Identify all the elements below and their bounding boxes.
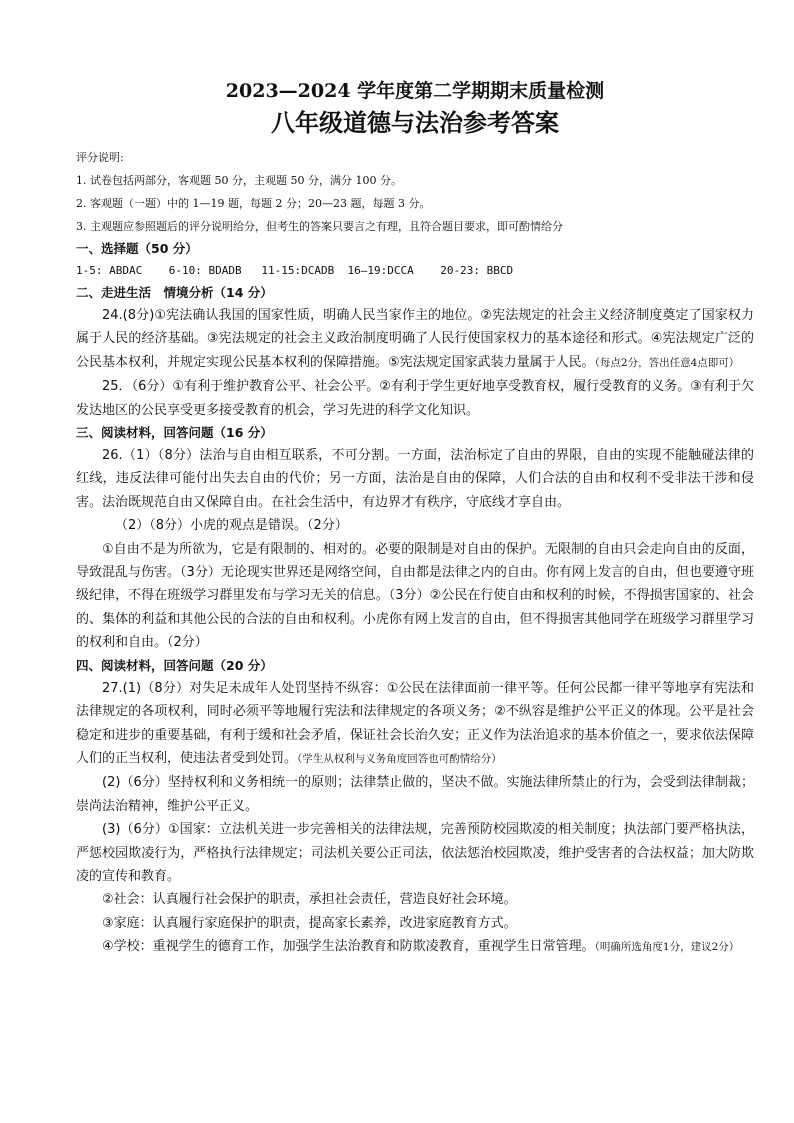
question-27-part-2: (2)（6分）坚持权利和义务相统一的原则；法律禁止做的，坚决不做。实施法律所禁止的行为，会受到法律制裁；崇尚法治精神，维护公平正义。 [76,775,754,814]
scoring-item-2: 2. 客观题（一题）中的 1—19 题，每题 2 分；20—23 题，每题 3 分。 [76,197,431,210]
question-27-part-3-family: ③家庭：认真履行家庭保护的职责，提高家长素养，改进家庭教育方式。 [102,915,517,931]
section-heading-4: 四、阅读材料，回答问题（20 分） [76,657,273,673]
q27-p6-text: ④学校：重视学生的德育工作，加强学生法治教育和防欺凌教育，重视学生日常管理。 [102,939,595,955]
question-27-part-3-society: ②社会：认真履行社会保护的职责，承担社会责任，营造良好社会环境。 [102,892,517,908]
q24-text: 24.(8分)①宪法确认我国的国家性质，明确人民当家作主的地位。②宪法规定的社会主义经济制度奠定了国家权力属于人民的经济基础。③宪法规定的社会主义政治制度明确了人民行使国家权力的基本途径和形式。④宪法规定广泛的公民基本权利，并规定实现公民基本权利的保障措施。⑤宪法规定国家武装力量属于人民。 [76,308,754,370]
section-heading-2: 二、走进生活 情境分析（14 分） [76,285,273,300]
question-26-part-2-detail: ①自由不是为所欲为，它是有限制的、相对的。必要的限制是对自由的保护。无限制的自由只会走向自由的反面，导致混乱与伤害。（3分）无论现实世界还是网络空间，自由都是法律之内的自由。你有网上发言的自由，但也要遵守班级纪律，不得在班级学习群里发布与学习无关的信息。（3分）②公民在行使自由和权利的时候，不得损害国家的、社会的、集体的利益和其他公民的合法的自由和权利。小虎你有网上发言的自由，但不得损害其他同学在班级学习群里学习的权利和自由。（2分） [76,541,754,651]
section-heading-3: 三、阅读材料，回答问题（16 分） [76,425,273,441]
q24-note: （每点2分，答出任意4点即可） [594,356,740,369]
scoring-heading: 评分说明: [76,151,124,164]
scoring-item-1: 1. 试卷包括两部分，客观题 50 分，主观题 50 分，满分 100 分。 [76,174,402,187]
question-27-part-1 [76,677,754,772]
question-25-answer: 25．（6分）①有利于维护教育公平、社会公平。②有利于学生更好地享受教育权，履行受教育的义务。③有利于欠发达地区的公民享受更多接受教育的机会，学习先进的科学文化知识。 [76,379,754,418]
scoring-item-3: 3. 主观题应参照题后的评分说明给分，但考生的答案只要言之有理，且符合题目要求，即可酌情给分 [76,220,563,233]
question-26-part-1: 26.（1）（8分）法治与自由相互联系，不可分割。一方面，法治标定了自由的界限，自由的实现不能触碰法律的红线，违反法律可能付出失去自由的代价；另一方面，法治是自由的保障，人们合法的自由和权利不受非法干涉和侵害。法治既规范自由又保障自由。在社会生活中，有边界才有秩序，守底线才享自由。 [76,448,754,510]
q27-p6-note: （明确所选角度1分，建议2分） [594,941,740,954]
question-26-part-2: （2）（8分）小虎的观点是错误。（2分） [115,518,348,534]
section-heading-1: 一、选择题（50 分） [76,241,198,256]
question-27-part-3: (3)（6分）①国家：立法机关进一步完善相关的法律法规，完善预防校园欺凌的相关制度；执法部门要严格执法，严惩校园欺凌行为，严格执行法律规定；司法机关要公正司法，依法惩治校园欺凌，维护受害者的合法权益；加大防欺凌的宣传和教育。 [76,822,754,884]
exam-title: 2023—2024 学年度第二学期期末质量检测 [225,80,605,102]
question-27-part-3-school [76,935,754,959]
document-subtitle: 八年级道德与法治参考答案 [271,109,559,137]
q27-p1-text: 27.(1)（8分）对失足未成年人处罚坚持不纵容：①公民在法律面前一律平等。任何公民都一律平等地享有宪法和法律规定的各项权利，同时必须平等地履行宪法和法律规定的各项义务；②不纵容是维护公平正义的体现。公平是社会稳定和进步的重要基础，有利于缓和社会矛盾，保证社会长治久安；正义作为法治追求的基本价值之一，要求依法保障人们的正当权利，使违法者受到处罚。 [76,680,754,766]
q27-p1-note: （学生从权利与义务角度回答也可酌情给分） [297,752,502,765]
question-24-answer [76,304,754,375]
choice-answers: 1-5: ABDAC 6-10: BDADB 11-15:DCADB 16—19:DCCA 20-23: BBCD [76,264,514,277]
